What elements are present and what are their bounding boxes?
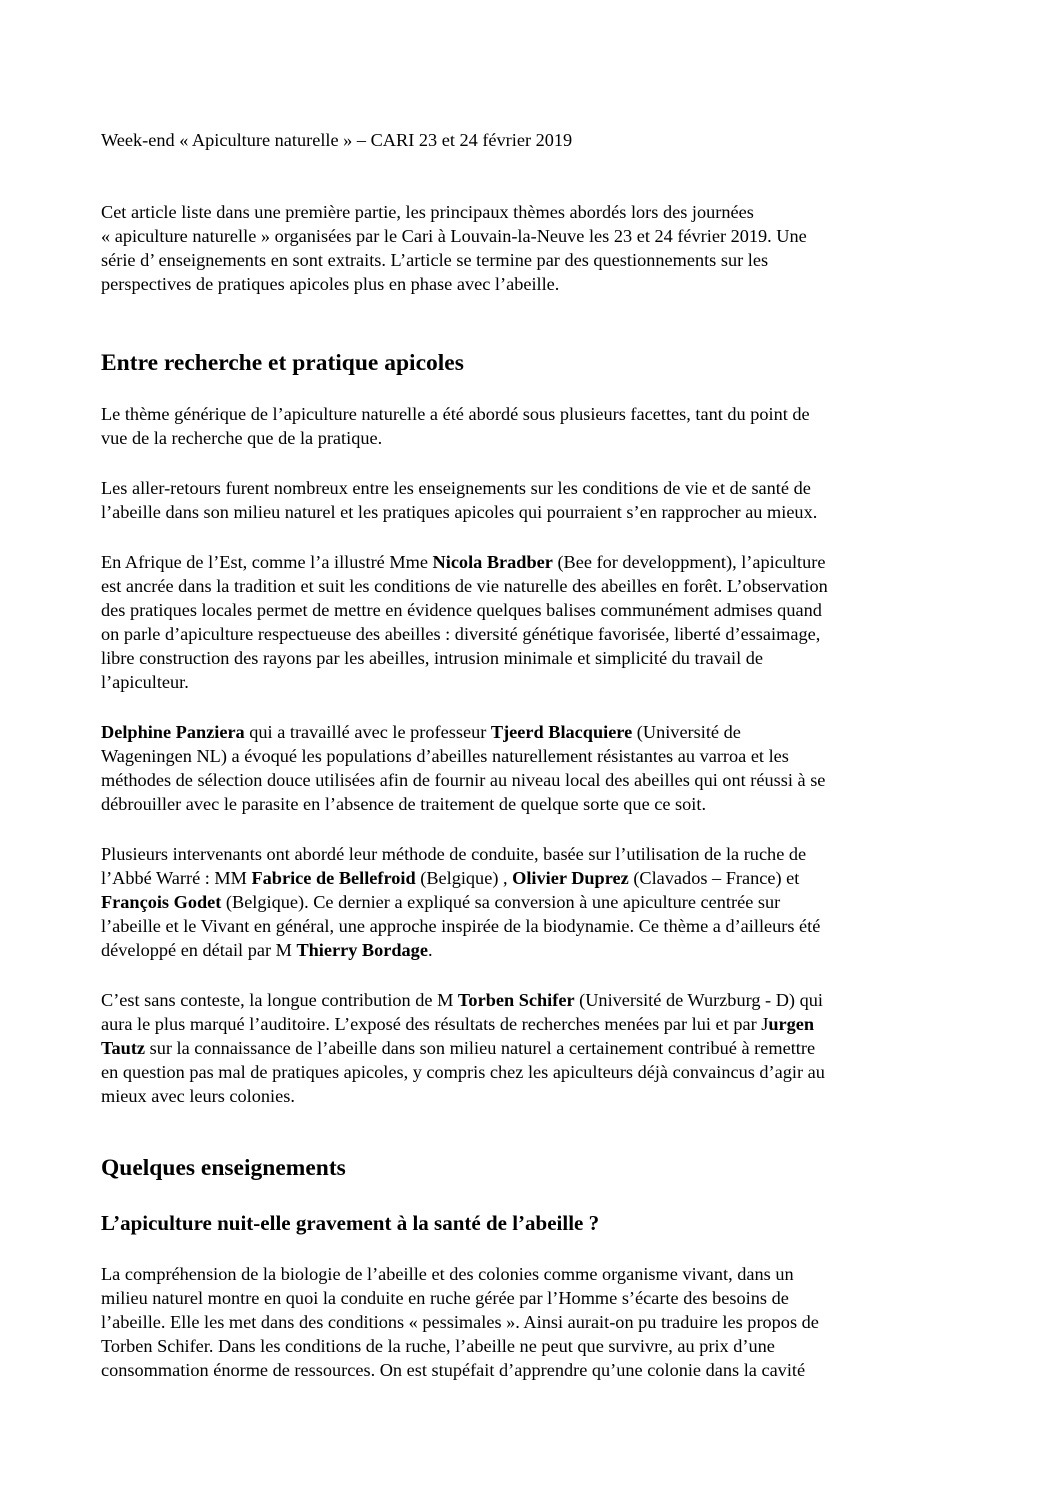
speaker-name: Olivier Duprez bbox=[512, 868, 629, 888]
paragraph-line bbox=[101, 720, 961, 744]
speaker-name: Torben Schifer bbox=[457, 990, 575, 1010]
intro-line: série d’ enseignements en sont extraits. L’article se termine par des questionnements sur les bbox=[101, 250, 769, 270]
paragraph-line: l’apiculteur. bbox=[101, 672, 189, 692]
section1-paragraph-3 bbox=[101, 550, 961, 694]
paragraph-line bbox=[101, 550, 961, 574]
paragraph-line: l’abeille dans son milieu naturel et les pratiques apicoles qui pourraient s’en rapprocher au mieux. bbox=[101, 502, 818, 522]
paragraph-line: Le thème générique de l’apiculture naturelle a été abordé sous plusieurs facettes, tant du point de bbox=[101, 404, 810, 424]
paragraph-line: est ancrée dans la tradition et suit les conditions de vie naturelle des abeilles en forêt. L’observation bbox=[101, 576, 828, 596]
text-run: (Belgique). Ce dernier a expliqué sa conversion à une apiculture centrée sur bbox=[221, 892, 781, 912]
speaker-name: Delphine Panziera bbox=[101, 722, 245, 742]
paragraph-line: Plusieurs intervenants ont abordé leur méthode de conduite, basée sur l’utilisation de la ruche de bbox=[101, 844, 807, 864]
section1-paragraph-4 bbox=[101, 720, 961, 816]
paragraph-line: Les aller-retours furent nombreux entre les enseignements sur les conditions de vie et de santé de bbox=[101, 478, 811, 498]
paragraph-line: consommation énorme de ressources. On est stupéfait d’apprendre qu’une colonie dans la cavité bbox=[101, 1360, 806, 1380]
paragraph-line: milieu naturel montre en quoi la conduite en ruche gérée par l’Homme s’écarte des besoins de bbox=[101, 1288, 789, 1308]
text-run: En Afrique de l’Est, comme l’a illustré Mme bbox=[101, 552, 433, 572]
paragraph-line: l’abeille et le Vivant en général, une approche inspirée de la biodynamie. Ce thème a d’ailleurs été bbox=[101, 916, 821, 936]
intro-line: Cet article liste dans une première partie, les principaux thèmes abordés lors des journées bbox=[101, 202, 754, 222]
paragraph-line bbox=[101, 866, 961, 890]
section1-paragraph-6 bbox=[101, 988, 961, 1108]
speaker-name: Tautz bbox=[101, 1038, 146, 1058]
paragraph-line bbox=[101, 1036, 961, 1060]
paragraph-line: libre construction des rayons par les abeilles, intrusion minimale et simplicité du travail de bbox=[101, 648, 764, 668]
paragraph-line bbox=[101, 988, 961, 1012]
document-body bbox=[101, 128, 961, 1382]
paragraph-line: mieux avec leurs colonies. bbox=[101, 1086, 295, 1106]
speaker-name: Nicola Bradber bbox=[432, 552, 553, 572]
text-run: qui a travaillé avec le professeur bbox=[244, 722, 491, 742]
section1-paragraph-1 bbox=[101, 402, 961, 450]
text-run: (Université de bbox=[632, 722, 741, 742]
speaker-name: François Godet bbox=[101, 892, 222, 912]
paragraph-line: Wageningen NL) a évoqué les populations d’abeilles naturellement résistantes au varroa et les bbox=[101, 746, 789, 766]
text-run: (Université de Wurzburg - D) qui bbox=[574, 990, 823, 1010]
paragraph-line: on parle d’apiculture respectueuse des abeilles : diversité génétique favorisée, liberté d’essaimage, bbox=[101, 624, 821, 644]
paragraph-line: des pratiques locales permet de mettre en évidence quelques balises communément admises quand bbox=[101, 600, 822, 620]
intro-paragraph bbox=[101, 200, 961, 296]
paragraph-line bbox=[101, 890, 961, 914]
text-run: l’Abbé Warré : MM bbox=[101, 868, 252, 888]
text-run: développé en détail par M bbox=[101, 940, 297, 960]
intro-line: « apiculture naturelle » organisées par le Cari à Louvain-la-Neuve les 23 et 24 février 2019. Une bbox=[101, 226, 807, 246]
paragraph-line: La compréhension de la biologie de l’abeille et des colonies comme organisme vivant, dans un bbox=[101, 1264, 794, 1284]
section2-paragraph-1 bbox=[101, 1262, 961, 1382]
speaker-name: Fabrice de Bellefroid bbox=[251, 868, 416, 888]
text-run: aura le plus marqué l’auditoire. L’exposé des résultats de recherches menées par lui et par J bbox=[101, 1014, 769, 1034]
paragraph-line: en question pas mal de pratiques apicoles, y compris chez les apiculteurs déjà convaincus d’agir au bbox=[101, 1062, 825, 1082]
text-run: (Belgique) , bbox=[415, 868, 513, 888]
speaker-name: Thierry Bordage bbox=[296, 940, 428, 960]
paragraph-line: débrouiller avec le parasite en l’absence de traitement de quelque sorte que ce soit. bbox=[101, 794, 707, 814]
text-run: sur la connaissance de l’abeille dans son milieu naturel a certainement contribué à remettre bbox=[145, 1038, 816, 1058]
text-run: (Clavados – France) et bbox=[628, 868, 800, 888]
paragraph-line bbox=[101, 1012, 961, 1036]
intro-line: perspectives de pratiques apicoles plus en phase avec l’abeille. bbox=[101, 274, 560, 294]
paragraph-line: méthodes de sélection douce utilisées afin de fournir au niveau local des abeilles qui ont réussi à se bbox=[101, 770, 826, 790]
section-heading-teachings: Quelques enseignements bbox=[101, 1155, 346, 1181]
section1-paragraph-2 bbox=[101, 476, 961, 524]
speaker-name: urgen bbox=[768, 1014, 815, 1034]
paragraph-line: vue de la recherche que de la pratique. bbox=[101, 428, 383, 448]
document-title: Week-end « Apiculture naturelle » – CARI 23 et 24 février 2019 bbox=[101, 130, 573, 150]
text-run: (Bee for developpment), l’apiculture bbox=[552, 552, 826, 572]
subsection-heading: L’apiculture nuit-elle gravement à la santé de l’abeille ? bbox=[101, 1211, 600, 1235]
paragraph-line: l’abeille. Elle les met dans des conditions « pessimales ». Ainsi aurait-on pu traduire les propos de bbox=[101, 1312, 819, 1332]
speaker-name: Tjeerd Blacquiere bbox=[490, 722, 633, 742]
text-run: . bbox=[427, 940, 433, 960]
text-run: C’est sans conteste, la longue contribution de M bbox=[101, 990, 458, 1010]
paragraph-line: Torben Schifer. Dans les conditions de la ruche, l’abeille ne peut que survivre, au prix d’une bbox=[101, 1336, 775, 1356]
section1-paragraph-5 bbox=[101, 842, 961, 962]
section-heading-research-practice: Entre recherche et pratique apicoles bbox=[101, 350, 464, 376]
paragraph-line bbox=[101, 938, 961, 962]
